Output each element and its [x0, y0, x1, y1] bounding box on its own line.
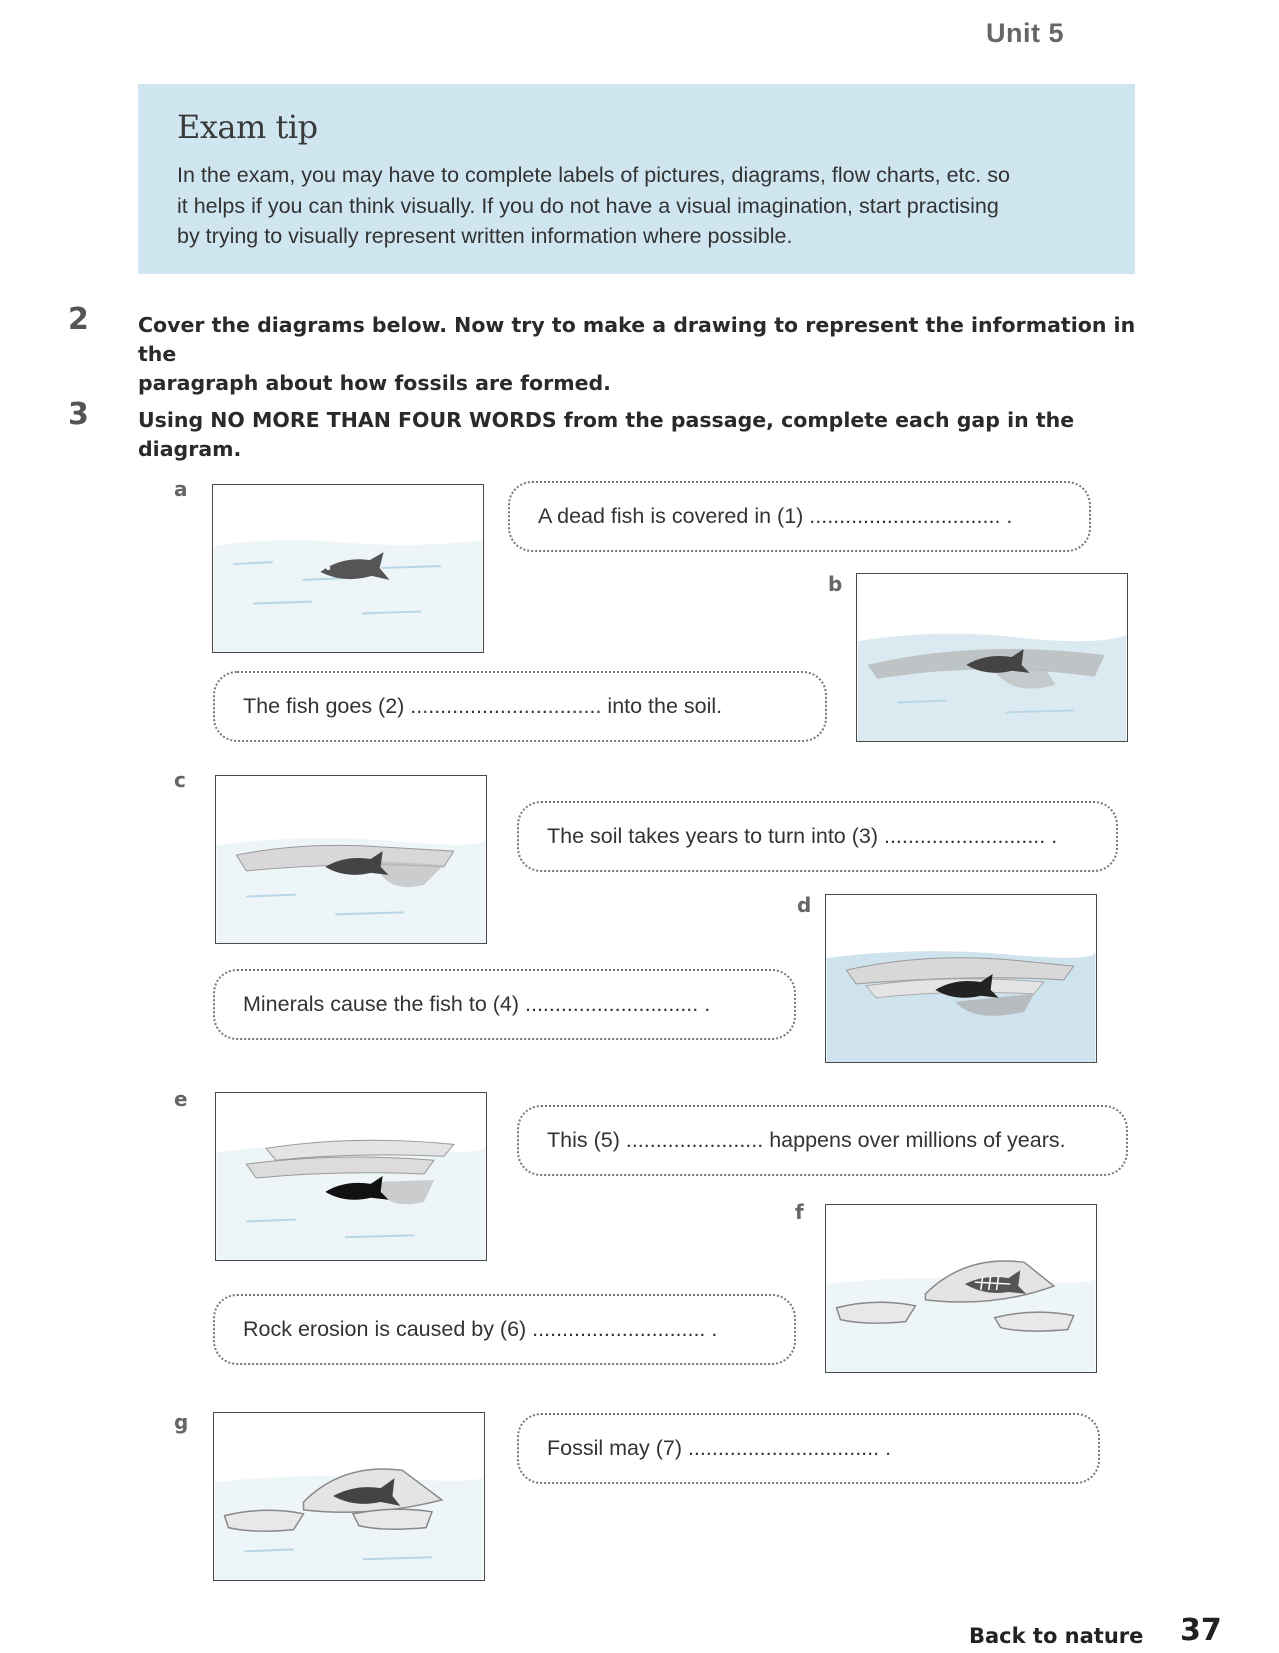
fish-fossil-picture-f: [826, 1205, 1096, 1372]
diagram-letter-d: d: [797, 893, 812, 917]
label-text-f: Rock erosion is caused by (6) ............................. .: [243, 1317, 718, 1341]
diagram-letter-c: c: [174, 768, 186, 792]
question-2-instruction: [138, 311, 1138, 398]
label-bubble-g: [517, 1413, 1100, 1484]
diagram-picture-g: [213, 1412, 485, 1581]
question-2-line: Cover the diagrams below. Now try to make a drawing to represent the information in the: [138, 313, 1136, 366]
label-bubble-a: [508, 481, 1091, 552]
question-number-2: 2: [68, 302, 89, 337]
label-text-g: Fossil may (7) ................................ .: [547, 1436, 892, 1460]
label-bubble-c: [517, 801, 1118, 872]
label-text-a: A dead fish is covered in (1) ................................ .: [538, 504, 1013, 528]
diagram-letter-a: a: [174, 477, 188, 501]
exam-tip-title: Exam tip: [177, 108, 318, 146]
label-bubble-f: [213, 1294, 796, 1365]
label-text-c: The soil takes years to turn into (3) ........................... .: [547, 824, 1058, 848]
exam-tip-line: In the exam, you may have to complete labels of pictures, diagrams, flow charts, etc. so: [177, 163, 1010, 187]
question-2-line: paragraph about how fossils are formed.: [138, 371, 611, 395]
exam-tip-box: [138, 84, 1135, 274]
label-text-d: Minerals cause the fish to (4) ............................. .: [243, 992, 711, 1016]
diagram-picture-a: [212, 484, 484, 653]
fish-picture-e: [216, 1093, 486, 1260]
unit-label: Unit 5: [985, 18, 1064, 48]
label-text-b: The fish goes (2) ................................ into the soil.: [243, 694, 723, 718]
fish-fossil-picture-g: [214, 1413, 484, 1580]
diagram-picture-c: [215, 775, 487, 944]
footer-title: Back to nature: [969, 1624, 1144, 1648]
fish-picture-b: [857, 574, 1127, 741]
diagram-picture-f: [825, 1204, 1097, 1373]
diagram-picture-b: [856, 573, 1128, 742]
label-bubble-b: [213, 671, 827, 742]
diagram-letter-b: b: [828, 572, 843, 596]
fish-picture-d: [826, 895, 1096, 1062]
question-3-line: Using NO MORE THAN FOUR WORDS from the passage, complete each gap in the diagram.: [138, 408, 1075, 461]
diagram-letter-g: g: [174, 1410, 189, 1434]
label-bubble-e: [517, 1105, 1128, 1176]
label-text-e: This (5) ....................... happens over millions of years.: [547, 1128, 1066, 1152]
label-bubble-d: [213, 969, 796, 1040]
exam-tip-text: [177, 160, 1097, 252]
diagram-letter-e: e: [174, 1087, 188, 1111]
diagram-picture-e: [215, 1092, 487, 1261]
exam-tip-line: by trying to visually represent written information where possible.: [177, 224, 793, 248]
fish-picture-a: [213, 485, 483, 652]
diagram-letter-f: f: [795, 1200, 804, 1224]
question-number-3: 3: [68, 397, 89, 432]
question-3-instruction: [138, 406, 1138, 464]
page-number: 37: [1180, 1613, 1222, 1648]
fish-picture-c: [216, 776, 486, 943]
exam-tip-line: it helps if you can think visually. If you do not have a visual imagination, start practising: [177, 193, 999, 218]
diagram-picture-d: [825, 894, 1097, 1063]
